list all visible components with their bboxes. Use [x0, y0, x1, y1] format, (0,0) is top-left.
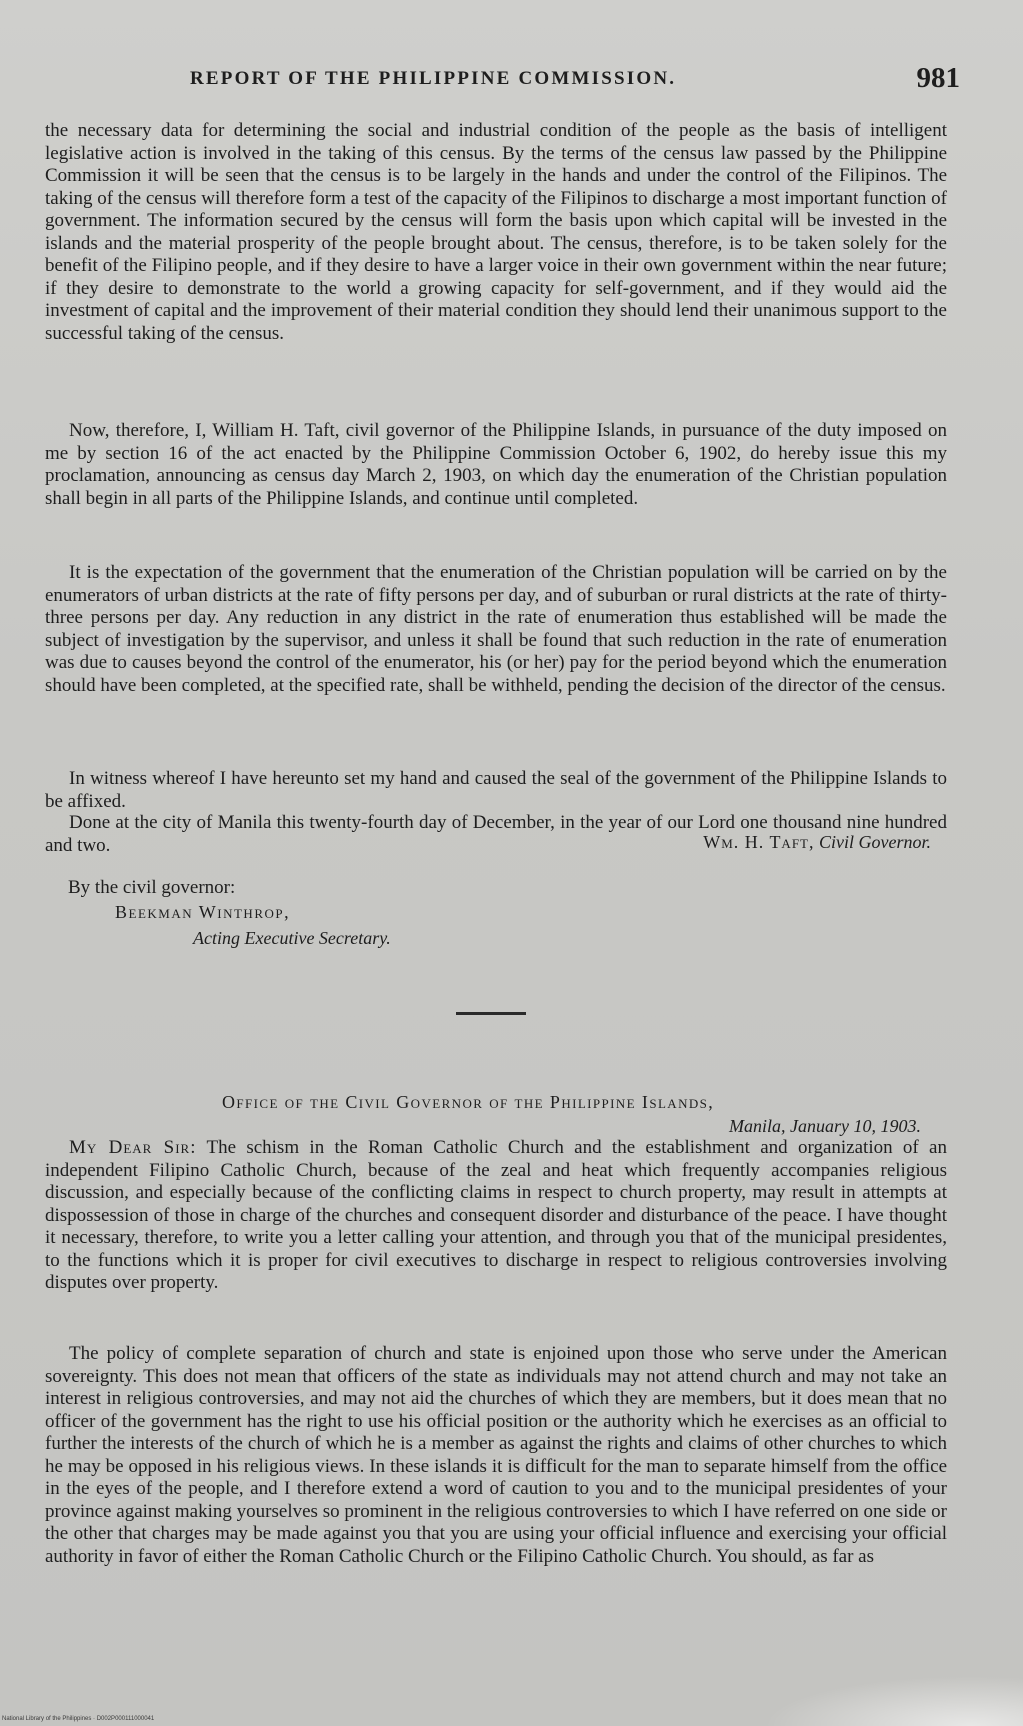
- paragraph-text: [45, 1137, 947, 1295]
- letter-office-line: Office of the Civil Governor of the Philippine Islands,: [222, 1092, 715, 1112]
- signature-name: Wm. H. Taft,: [703, 832, 815, 852]
- paragraph-text: Now, therefore, I, William H. Taft, civil governor of the Philippine Islands, in pursuance of the duty imposed on me by section 16 of the act enacted by the Philippine Commission October 6, 1902, do hereby issue this my proclamation, announcing as census day March 2, 1903, on which day the enumeration of the Christian population shall begin in all parts of the Philippine Islands, and continue until completed.: [45, 420, 947, 509]
- paragraph-text: The policy of complete separation of church and state is enjoined upon those who serve under the American sovereignty. This does not mean that officers of the state as individuals may not attend church and may not take an interest in religious controversies, and may not aid the churches of which they are members, but it does mean that no officer of the government has the right to use his official position or the authority which he exercises as an official to further the interests of the church of which he is a member as against the rights and claims of other churches to which he may be opposed in his religious views. In these islands it is difficult for the man to separate himself from the office in the eyes of the people, and I therefore extend a word of caution to you and to the municipal presidentes of your province against making yourselves so prominent in the religious controversies to which I have referred on one side or the other that charges may be made against you that you are using your official influence and exercising your official authority in favor of either the Roman Catholic Church or the Filipino Catholic Church. You should, as far as: [45, 1343, 947, 1567]
- letter-paragraph-1: [45, 1137, 947, 1295]
- running-header: [190, 62, 960, 98]
- section-divider: [456, 1012, 526, 1015]
- archive-stamp: National Library of the Philippines · D002P000111000041: [2, 1716, 155, 1722]
- letter-date-line: Manila, January 10, 1903.: [729, 1116, 921, 1136]
- proclamation-paragraph-4: [45, 768, 947, 813]
- proclamation-paragraph-1: [45, 120, 947, 345]
- signature-title: Civil Governor.: [819, 832, 931, 852]
- paragraph-text: In witness whereof I have hereunto set my hand and caused the seal of the government of the Philippine Islands to be affixed.: [45, 768, 947, 812]
- paragraph-body: The schism in the Roman Catholic Church and the establishment and organization of an independent Filipino Catholic Church, because of the zeal and heat which frequently accompanies religious discussion, and especially because of the conflicting claims in respect to church property, may result in attempts at dispossession of those in charge of the churches and consequent disorder and disturbance of the peace. I have thought it necessary, therefore, to write you a letter calling your attention, and through you that of the municipal presidentes, to the functions which it is proper for civil executives to discharge in respect to religious controversies involving disputes over property.: [45, 1137, 947, 1293]
- secretary-name: Beekman Winthrop,: [115, 902, 291, 922]
- proclamation-paragraph-3: [45, 562, 947, 697]
- paragraph-text: the necessary data for determining the social and industrial condition of the people as the basis of intelligent legislative action is involved in the taking of this census. By the terms of the census law passed by the Philippine Commission it will be seen that the census is to be largely in the hands and under the control of the Filipinos. The taking of the census will therefore form a test of the capacity of the Filipinos to discharge a most important function of government. The information secured by the census will form the basis upon which capital will be invested in the islands and the material prosperity of the people brought about. The census, therefore, is to be taken solely for the benefit of the Filipino people, and if they desire to have a larger voice in their own government within the near future; if they desire to demonstrate to the world a growing capacity for self-government, and if they would aid the investment of capital and the improvement of their material condition they should lend their unanimous support to the successful taking of the census.: [45, 120, 947, 344]
- governor-signature: [703, 832, 931, 853]
- salutation: My Dear Sir:: [69, 1137, 197, 1158]
- secretary-title: Acting Executive Secretary.: [193, 928, 391, 948]
- scan-edge-shadow: [763, 1676, 1023, 1726]
- letter-paragraph-2: [45, 1343, 947, 1568]
- header-title: REPORT OF THE PHILIPPINE COMMISSION.: [190, 68, 677, 89]
- proclamation-paragraph-2: [45, 420, 947, 510]
- by-line: By the civil governor:: [68, 877, 236, 898]
- paragraph-text: Done at the city of Manila this twenty-fourth day of December, in the year of our Lord one thousand nine hundred and two.: [45, 812, 947, 856]
- paragraph-text: It is the expectation of the government that the enumeration of the Christian population will be carried on by the enumerators of urban districts at the rate of fifty persons per day, and of suburban or rural districts at the rate of thirty-three persons per day. Any reduction in any district in the rate of enumeration thus established will be made the subject of investigation by the supervisor, and unless it shall be found that such reduction in the rate of enumeration was due to causes beyond the control of the enumerator, his (or her) pay for the period beyond which the enumeration should have been completed, at the specified rate, shall be withheld, pending the decision of the director of the census.: [45, 562, 947, 696]
- page-number: 981: [916, 62, 960, 94]
